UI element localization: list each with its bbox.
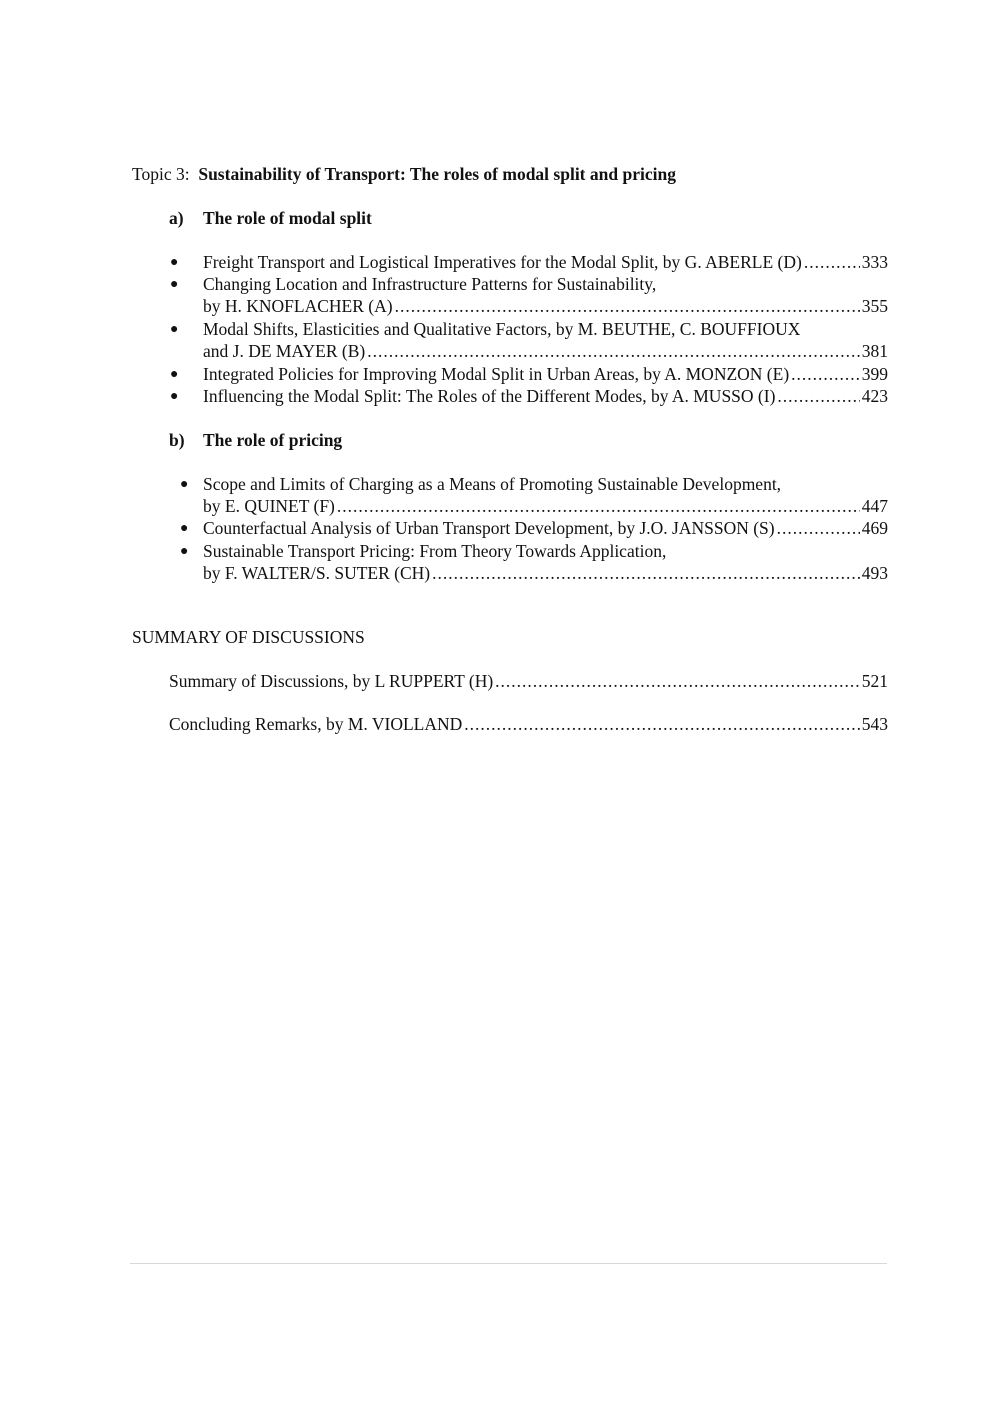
toc-page-number: 399 xyxy=(861,364,888,384)
toc-entry-author: by E. QUINET (F) xyxy=(203,496,335,516)
toc-entry-title: Scope and Limits of Charging as a Means of Promoting Sustainable Development, xyxy=(203,474,782,494)
bullet-icon: ● xyxy=(170,389,179,404)
dot-leader xyxy=(777,517,860,539)
dot-leader xyxy=(337,495,860,517)
toc-page-number: 333 xyxy=(861,252,888,272)
bullet-icon: ● xyxy=(170,255,179,270)
dot-leader xyxy=(432,562,860,584)
bullet-icon: ● xyxy=(180,544,189,559)
toc-entry[interactable] xyxy=(169,713,888,735)
toc-page-number: 469 xyxy=(861,518,888,538)
toc-entry-title: Sustainable Transport Pricing: From Theory Towards Application, xyxy=(203,541,667,561)
toc-entry-title: Counterfactual Analysis of Urban Transport Development, by J.O. JANSSON (S) xyxy=(203,518,775,538)
topic-title: Sustainability of Transport: The roles of modal split and pricing xyxy=(198,164,676,184)
toc-entry[interactable] xyxy=(203,340,888,362)
bullet-icon: ● xyxy=(170,277,179,292)
bullet-icon: ● xyxy=(170,322,179,337)
toc-page-number: 493 xyxy=(861,563,888,583)
dot-leader xyxy=(367,340,860,362)
modal-split-letter: a) xyxy=(169,208,184,228)
toc-page-number: 355 xyxy=(861,296,888,316)
toc-entry-title: Integrated Policies for Improving Modal Split in Urban Areas, by A. MONZON (E) xyxy=(203,364,790,384)
dot-leader xyxy=(495,670,860,692)
toc-page-number: 521 xyxy=(861,671,888,691)
toc-entry[interactable] xyxy=(203,385,888,407)
bullet-icon: ● xyxy=(170,367,179,382)
toc-entry-title: Changing Location and Infrastructure Patterns for Sustainability, xyxy=(203,274,657,294)
toc-entry-title: Freight Transport and Logistical Imperatives for the Modal Split, by G. ABERLE (D) xyxy=(203,252,802,272)
pricing-title: The role of pricing xyxy=(203,430,343,450)
toc-entry[interactable] xyxy=(203,495,888,517)
toc-entry-author: and J. DE MAYER (B) xyxy=(203,341,366,361)
toc-entry-title: Summary of Discussions, by L RUPPERT (H) xyxy=(169,671,494,691)
bullet-icon: ● xyxy=(180,521,189,536)
toc-entry[interactable] xyxy=(203,295,888,317)
topic-label: Topic 3: xyxy=(132,164,190,184)
toc-entry[interactable] xyxy=(203,251,888,273)
toc-entry-title: Influencing the Modal Split: The Roles of the Different Modes, by A. MUSSO (I) xyxy=(203,386,776,406)
dot-leader xyxy=(791,363,860,385)
dot-leader xyxy=(464,713,859,735)
toc-entry[interactable] xyxy=(169,670,888,692)
dot-leader xyxy=(777,385,859,407)
bullet-icon: ● xyxy=(180,477,189,492)
toc-entry-title: Concluding Remarks, by M. VIOLLAND xyxy=(169,714,463,734)
toc-entry-author: by F. WALTER/S. SUTER (CH) xyxy=(203,563,431,583)
modal-split-title: The role of modal split xyxy=(203,208,372,228)
toc-page-number: 447 xyxy=(861,496,888,516)
dot-leader xyxy=(395,295,860,317)
summary-section-title: SUMMARY OF DISCUSSIONS xyxy=(132,627,365,647)
toc-entry[interactable] xyxy=(203,517,888,539)
modal-split-heading xyxy=(169,208,372,229)
pricing-letter: b) xyxy=(169,430,185,450)
pricing-heading xyxy=(169,430,342,451)
toc-entry-title: Modal Shifts, Elasticities and Qualitative Factors, by M. BEUTHE, C. BOUFFIOUX xyxy=(203,319,801,339)
toc-entry[interactable] xyxy=(203,562,888,584)
dot-leader xyxy=(804,251,860,273)
toc-page-number: 423 xyxy=(861,386,888,406)
toc-entry-author: by H. KNOFLACHER (A) xyxy=(203,296,393,316)
toc-page-number: 381 xyxy=(861,341,888,361)
footer-divider xyxy=(130,1263,887,1264)
topic-heading xyxy=(132,164,676,185)
toc-page-number: 543 xyxy=(861,714,888,734)
toc-entry[interactable] xyxy=(203,363,888,385)
